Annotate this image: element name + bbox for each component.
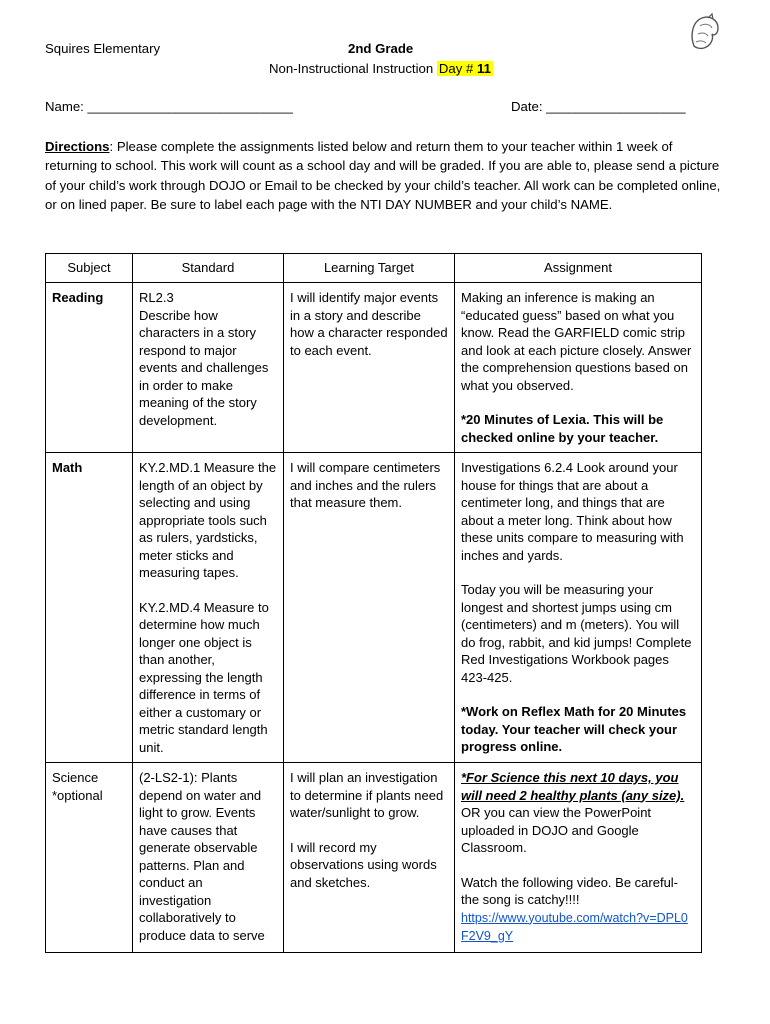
table-row-science [46,763,702,953]
math-assignment-2: Today you will be measuring your longest and shortest jumps using cm (centimeters) and m (meters). You will do frog, rabbit, and kid jumps! Complete Red Investigations Workbook pages 423-425. [461,582,692,685]
reading-standard-code: RL2.3 [139,290,174,305]
directions-paragraph [45,137,725,215]
science-video-text: Watch the following video. Be careful- the song is catchy!!!! [461,874,679,907]
date-field: Date: ___________________ [511,99,686,114]
science-target-2: I will record my observations using words and sketches. [290,839,437,890]
day-number: 11 [476,61,491,76]
day-label: Day # [438,61,477,76]
header-assignment: Assignment [455,254,702,283]
table-row-math [46,453,702,763]
math-assignment-1: Investigations 6.2.4 Look around your house for things that are about a centimeter long, and things that are about a meter long. Think about how these units compare to measuring with inches and yards. [461,460,684,563]
directions-label: Directions [45,139,110,154]
school-logo-icon [686,12,722,54]
header-learning-target: Learning Target [284,254,455,283]
day-highlight [437,61,493,76]
science-powerpoint-text: OR you can view the PowerPoint uploaded in DOJO and Google Classroom. [461,805,652,855]
math-target: I will compare centimeters and inches and the rulers that measure them. [284,453,455,763]
reading-assignment [455,283,702,453]
header-standard: Standard [133,254,284,283]
math-reflex-note: *Work on Reflex Math for 20 Minutes today. Your teacher will check your progress online. [461,704,687,754]
header-subject: Subject [46,254,133,283]
science-assignment-1 [461,769,695,857]
subtitle-prefix: Non-Instructional Instruction [269,61,437,76]
reading-standard [133,283,284,453]
math-standard-1: KY.2.MD.1 Measure the length of an object by selecting and using appropriate tools such as rulers, yardsticks, meter sticks and measuring tapes. [139,460,277,580]
table-header-row [46,254,702,283]
school-name: Squires Elementary [45,41,161,56]
science-subject-label: Science [52,770,99,785]
grade-title: 2nd Grade [348,41,414,56]
directions-text: : Please complete the assignments listed below and return them to your teacher within 1 week of returning to school. This work will count as a school day and will be graded. If you are able to, please send a picture of your child’s work through DOJO or Email to be checked by your child’s teacher. All work can be completed online, or on lined paper. Be sure to label each page with the NTI DAY NUMBER and your child’s NAME. [45,139,721,213]
youtube-link[interactable]: https://www.youtube.com/watch?v=DPL0F2V9_gY [461,910,688,943]
reading-standard-text: Describe how characters in a story respond to major events and challenges in order to make meaning of the story development. [139,307,269,428]
science-target-1: I will plan an investigation to determine if plants need water/sunlight to grow. [290,770,444,820]
math-subject: Math [46,453,133,763]
assignment-table [45,253,702,953]
name-field: Name: ____________________________ [45,99,293,114]
table-row-reading [46,283,702,453]
science-assignment [455,763,702,953]
math-standard-2: KY.2.MD.4 Measure to determine how much longer one object is than another, expressing the length difference in terms of either a customary or metric standard length unit. [139,599,269,755]
math-standard [133,453,284,763]
reading-target: I will identify major events in a story and describe how a character responded to each event. [284,283,455,453]
reading-subject: Reading [46,283,133,453]
reading-lexia-note: *20 Minutes of Lexia. This will be checked online by your teacher. [461,412,664,445]
science-optional-note: *optional [52,787,103,803]
math-assignment [455,453,702,763]
page-subtitle [269,61,493,76]
science-plants-note: *For Science this next 10 days, you will need 2 healthy plants (any size). [461,770,685,803]
science-target [284,763,455,953]
science-standard: (2-LS2-1): Plants depend on water and light to grow. Events have causes that generate observable patterns. Plan and conduct an investigation collaboratively to produce data to serve [133,763,284,953]
science-subject [46,763,133,953]
reading-assignment-text: Making an inference is making an “educated guess” based on what you know. Read the GARFIELD comic strip and look at each picture closely. Answer the comprehension questions based on what you observed. [461,290,692,393]
